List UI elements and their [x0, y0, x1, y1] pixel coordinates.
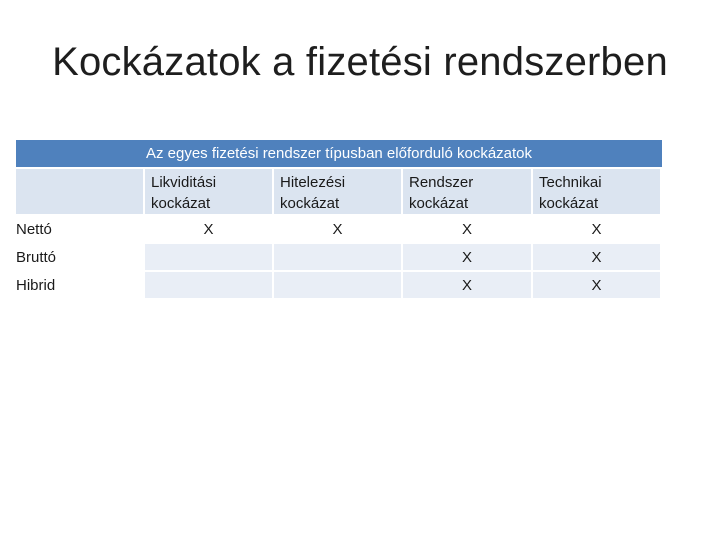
table-cell: X	[145, 216, 274, 244]
table-row	[16, 244, 662, 272]
table-caption: Az egyes fizetési rendszer típusban előforduló kockázatok	[16, 140, 662, 169]
table-cell	[274, 244, 403, 272]
row-label: Hibrid	[16, 272, 145, 300]
table-cell	[274, 272, 403, 300]
table-cell: X	[403, 272, 533, 300]
table-row	[16, 272, 662, 300]
table-cell: X	[274, 216, 403, 244]
column-header-rendszer: Rendszer kockázat	[403, 169, 533, 216]
row-label: Bruttó	[16, 244, 145, 272]
table-cell	[145, 272, 274, 300]
slide-title: Kockázatok a fizetési rendszerben	[52, 40, 668, 84]
table-cell: X	[403, 216, 533, 244]
table-cell: X	[533, 272, 662, 300]
table-cell: X	[403, 244, 533, 272]
header-corner-cell	[16, 169, 145, 216]
table-cell: X	[533, 216, 662, 244]
table-cell	[145, 244, 274, 272]
table-header-row	[16, 169, 662, 216]
column-header-likviditasi: Likviditási kockázat	[145, 169, 274, 216]
risk-table	[16, 140, 662, 300]
table-row	[16, 216, 662, 244]
table-caption-row	[16, 140, 662, 169]
column-header-hitelezesi: Hitelezési kockázat	[274, 169, 403, 216]
column-header-technikai: Technikai kockázat	[533, 169, 662, 216]
table-cell: X	[533, 244, 662, 272]
row-label: Nettó	[16, 216, 145, 244]
